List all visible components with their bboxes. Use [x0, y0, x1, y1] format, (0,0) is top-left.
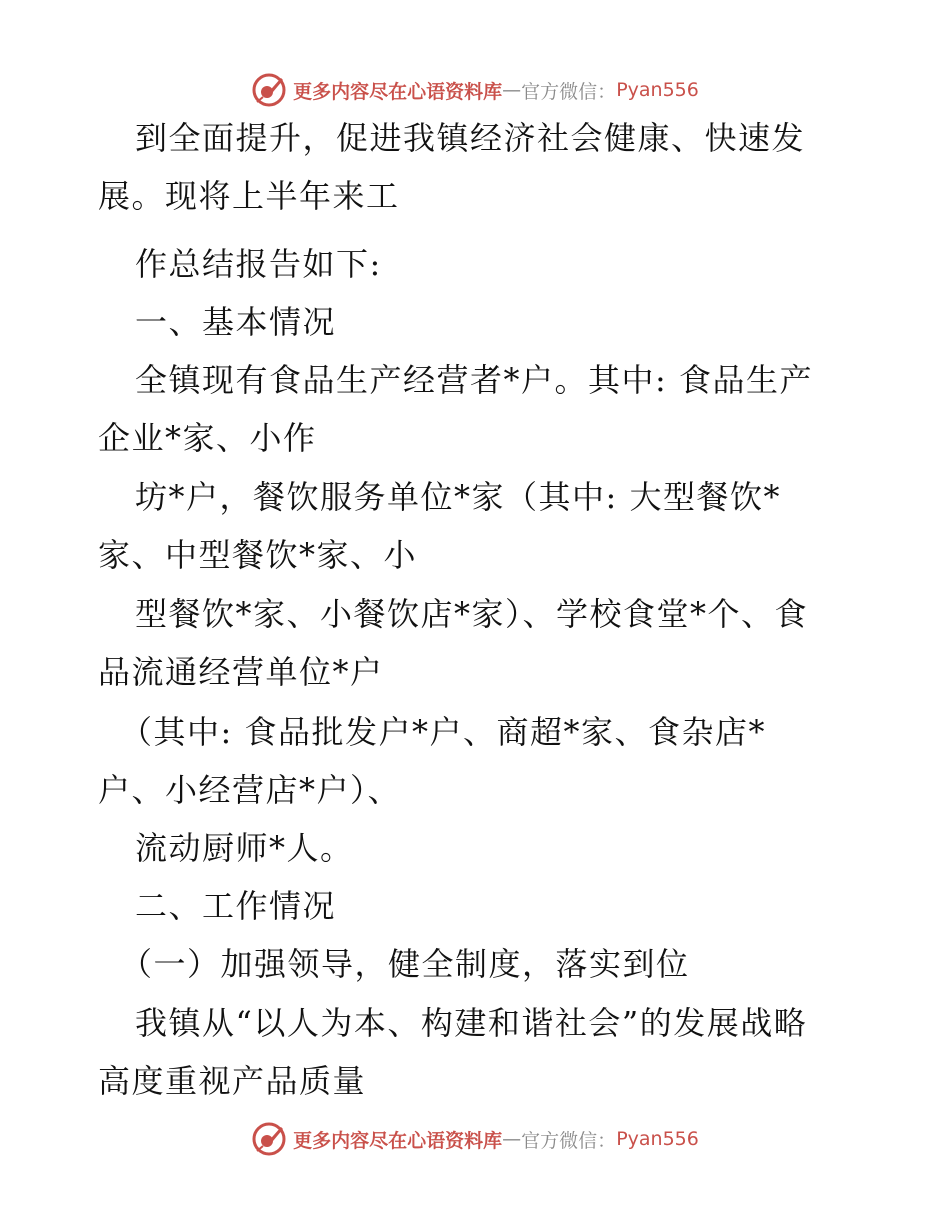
- section-heading: 一、基本情况: [135, 303, 337, 341]
- text-line: 企业*家、小作: [98, 419, 317, 457]
- subsection-heading: （一）加强领导，健全制度，落实到位: [120, 945, 690, 983]
- text-line: 家、中型餐饮*家、小: [98, 536, 418, 574]
- quill-logo-icon: [251, 1121, 287, 1157]
- text-line: 到全面提升，促进我镇经济社会健康、快速发: [135, 119, 806, 157]
- watermark-dash: —: [502, 79, 522, 101]
- text-line: 作总结报告如下:: [135, 245, 382, 283]
- watermark-wechat-id: Pyan556: [616, 79, 699, 101]
- text-line: 流动厨师*人。: [135, 829, 354, 867]
- watermark-title: 更多内容尽在心语资料库: [293, 1129, 503, 1152]
- section-heading: 二、工作情况: [135, 887, 337, 925]
- text-line: 坊*户，餐饮服务单位*家（其中: 大型餐饮*: [135, 478, 781, 516]
- text-line: （其中: 食品批发户*户、商超*家、食杂店*: [120, 713, 766, 751]
- watermark-title: 更多内容尽在心语资料库: [293, 80, 503, 103]
- header-watermark: [0, 70, 950, 110]
- quill-logo-icon: [251, 72, 287, 108]
- text-line: 户、小经营店*户）、: [98, 771, 402, 809]
- text-line: 型餐饮*家、小餐饮店*家）、学校食堂*个、食: [135, 595, 809, 633]
- footer-watermark: [0, 1119, 950, 1159]
- text-line: 品流通经营单位*户: [98, 653, 384, 691]
- text-line: 全镇现有食品生产经营者*户。其中: 食品生产: [135, 361, 813, 399]
- watermark-wechat-id: Pyan556: [616, 1128, 699, 1150]
- text-line: 展。现将上半年来工: [98, 177, 400, 215]
- text-line: 我镇从“以人为本、构建和谐社会”的发展战略: [135, 1004, 808, 1042]
- watermark-wechat-label: 官方微信：: [521, 80, 617, 103]
- watermark-dash: —: [502, 1128, 522, 1150]
- watermark-wechat-label: 官方微信：: [521, 1129, 617, 1152]
- text-line: 高度重视产品质量: [98, 1062, 367, 1100]
